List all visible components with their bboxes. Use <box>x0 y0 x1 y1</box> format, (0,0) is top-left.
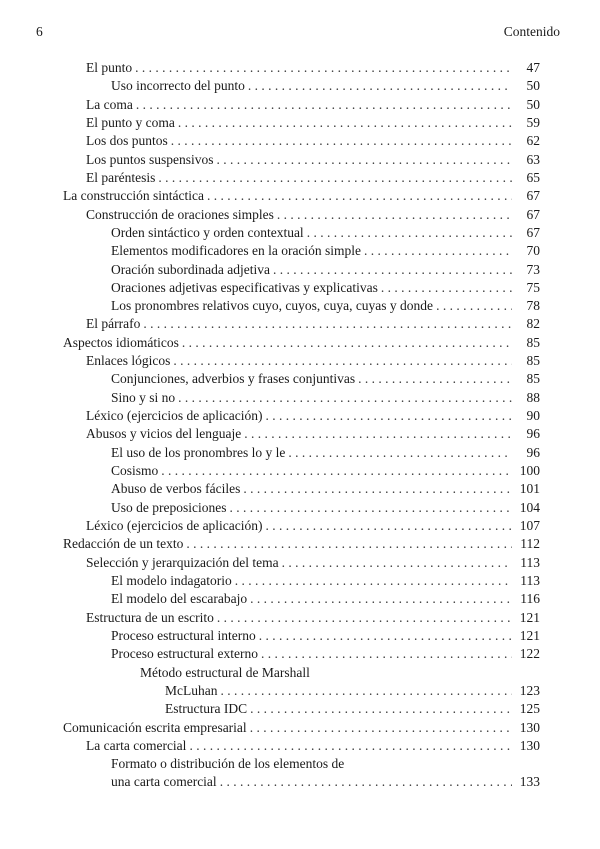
toc-entry <box>0 700 600 718</box>
dot-leader <box>285 444 512 462</box>
toc-entry-title: Oraciones adjetivas especificativas y explicativas <box>111 279 378 295</box>
dot-leader <box>247 700 512 718</box>
toc-entry-page: 130 <box>519 737 540 753</box>
toc-entry <box>0 132 600 150</box>
toc-entry-line <box>111 297 512 315</box>
toc-entry-title: Redacción de un texto <box>63 536 184 552</box>
toc-entry-title: una carta comercial <box>111 774 217 790</box>
toc-entry <box>0 96 600 114</box>
toc-entry-page: 59 <box>526 114 540 130</box>
dot-leader <box>214 609 512 627</box>
running-title: Contenido <box>503 24 560 39</box>
toc-entry-title: Orden sintáctico y orden contextual <box>111 224 304 240</box>
toc-entry-page: 122 <box>519 646 540 662</box>
toc-entry <box>0 462 600 480</box>
dot-leader <box>217 682 512 700</box>
toc-entry-line <box>86 151 512 169</box>
toc-entry-line <box>111 590 512 608</box>
dot-leader <box>258 645 512 663</box>
toc-entry-title: Cosismo <box>111 463 159 479</box>
page-number: 6 <box>36 24 43 39</box>
dot-leader <box>183 535 512 553</box>
toc-entry-title: Conjunciones, adverbios y frases conjuntivas <box>111 371 356 387</box>
toc-entry-line <box>111 261 512 279</box>
toc-entry-page: 62 <box>526 133 540 149</box>
dot-leader <box>247 590 512 608</box>
toc-entry-title: Léxico (ejercicios de aplicación) <box>86 408 263 424</box>
toc-entry-page: 104 <box>519 499 540 515</box>
toc-entry-title: McLuhan <box>165 682 218 698</box>
dot-leader <box>214 151 512 169</box>
toc-entry-page: 65 <box>526 169 540 185</box>
toc-entry-line <box>86 554 512 572</box>
toc-entry-line <box>165 682 512 700</box>
toc-entry <box>0 755 600 773</box>
toc-entry-page: 85 <box>526 353 540 369</box>
toc-entry <box>0 609 600 627</box>
dot-leader <box>247 719 512 737</box>
toc-entry-title: La construcción sintáctica <box>63 188 204 204</box>
toc-entry-title: Abuso de verbos fáciles <box>111 481 241 497</box>
toc-entry-line <box>111 462 512 480</box>
toc-entry-title: Uso incorrecto del punto <box>111 78 245 94</box>
toc-entry-line <box>111 499 512 517</box>
toc-entry-line <box>111 572 512 590</box>
toc-entry-page: 112 <box>520 536 540 552</box>
toc-entry-page: 121 <box>519 627 540 643</box>
dot-leader <box>245 77 512 95</box>
page-header <box>0 24 600 44</box>
dot-leader <box>175 389 512 407</box>
toc-entry-page: 70 <box>526 243 540 259</box>
toc-entry-page: 100 <box>519 463 540 479</box>
toc-entry <box>0 773 600 791</box>
toc-entry-page: 82 <box>526 316 540 332</box>
toc-entry-page: 125 <box>519 701 540 717</box>
dot-leader <box>263 517 512 535</box>
dot-leader <box>158 462 512 480</box>
toc-entry <box>0 499 600 517</box>
toc-entry-page: 130 <box>519 719 540 735</box>
toc-entry-title: El punto y coma <box>86 114 175 130</box>
toc-entry <box>0 517 600 535</box>
toc-entry-title: El paréntesis <box>86 169 156 185</box>
toc-entry-page: 47 <box>526 60 540 75</box>
toc-entry-page: 90 <box>526 408 540 424</box>
toc-entry-line <box>111 224 512 242</box>
toc-entry-line <box>86 407 512 425</box>
toc-entry-title: El modelo del escarabajo <box>111 591 248 607</box>
toc-entry <box>0 315 600 333</box>
dot-leader <box>175 114 512 132</box>
toc-entry-title: Formato o distribución de los elementos de <box>111 756 345 772</box>
toc-entry-page: 63 <box>526 151 540 167</box>
dot-leader <box>170 352 512 370</box>
toc-entry <box>0 627 600 645</box>
toc-entry-page: 133 <box>519 774 540 790</box>
dot-leader <box>270 261 512 279</box>
toc-entry-page: 50 <box>526 96 540 112</box>
toc-entry-title: El punto <box>86 60 133 75</box>
toc-entry-line <box>111 773 512 791</box>
toc-entry-page: 101 <box>519 481 540 497</box>
toc-entry <box>0 279 600 297</box>
toc-entry <box>0 425 600 443</box>
toc-entry-line <box>86 425 512 443</box>
toc-entry-page: 116 <box>520 591 540 607</box>
toc-entry-line <box>111 242 512 260</box>
toc-entry-title: Los pronombres relativos cuyo, cuyos, cuya, cuyas y donde <box>111 298 434 314</box>
toc-entry-title: Sino y si no <box>111 389 176 405</box>
toc-entry-line <box>111 389 512 407</box>
toc-entry-title: El uso de los pronombres lo y le <box>111 444 286 460</box>
toc-entry-line <box>86 169 512 187</box>
toc-entry <box>0 114 600 132</box>
toc-entry-line <box>140 664 512 682</box>
toc-entry <box>0 187 600 205</box>
toc-entry-page: 85 <box>526 334 540 350</box>
toc-entry <box>0 682 600 700</box>
toc-entry-page: 67 <box>526 188 540 204</box>
toc-entry-title: Léxico (ejercicios de aplicación) <box>86 518 263 533</box>
toc-entry-page: 73 <box>526 261 540 277</box>
toc-entry <box>0 151 600 169</box>
toc-entry <box>0 590 600 608</box>
toc-entry-title: Proceso estructural interno <box>111 627 256 643</box>
dot-leader <box>355 370 512 388</box>
toc-entry-title: Los dos puntos <box>86 133 168 149</box>
toc-entry <box>0 535 600 553</box>
toc-entry-line <box>111 627 512 645</box>
dot-leader <box>304 224 512 242</box>
toc-entry-line <box>63 334 512 352</box>
toc-entry-title: El párrafo <box>86 316 141 332</box>
dot-leader <box>256 627 512 645</box>
toc-entry-title: Oración subordinada adjetiva <box>111 261 270 277</box>
toc-entry-title: Los puntos suspensivos <box>86 151 214 167</box>
toc-entry-line <box>111 645 512 663</box>
toc-entry-page: 78 <box>526 298 540 314</box>
toc-entry-title: Aspectos idiomáticos <box>63 334 179 350</box>
toc-entry-line <box>111 370 512 388</box>
toc-entry-line <box>86 352 512 370</box>
toc-entry-title: La coma <box>86 96 133 112</box>
dot-leader <box>132 59 512 77</box>
dot-leader <box>217 773 512 791</box>
toc-entry-page: 50 <box>526 78 540 94</box>
toc-entry-line <box>86 132 512 150</box>
toc-entry-line <box>111 279 512 297</box>
toc-entry-title: Estructura IDC <box>165 701 248 717</box>
toc-entry-line <box>86 206 512 224</box>
toc-entry-line <box>111 444 512 462</box>
toc-entry-title: Elementos modificadores en la oración simple <box>111 243 362 259</box>
toc-entry <box>0 480 600 498</box>
toc-entry-page: 67 <box>526 224 540 240</box>
dot-leader <box>378 279 512 297</box>
toc-entry-line <box>165 700 512 718</box>
toc-entry-page: 123 <box>519 682 540 698</box>
toc-entry <box>0 261 600 279</box>
toc-entry <box>0 389 600 407</box>
toc-entry-page: 75 <box>526 279 540 295</box>
toc-entry <box>0 224 600 242</box>
toc-entry-title: El modelo indagatorio <box>111 572 232 588</box>
toc-entry-page: 96 <box>526 444 540 460</box>
toc-entry <box>0 719 600 737</box>
toc-entry <box>0 645 600 663</box>
toc-entry-title: Construcción de oraciones simples <box>86 206 274 222</box>
toc-entry-page: 121 <box>519 609 540 625</box>
toc-entry <box>0 664 600 682</box>
toc-entry-line <box>86 609 512 627</box>
toc-entry-title: Proceso estructural externo <box>111 646 258 662</box>
toc-entry-line <box>111 480 512 498</box>
toc-entry <box>0 297 600 315</box>
toc-entry <box>0 737 600 755</box>
toc-entry-line <box>111 77 512 95</box>
toc-entry-line <box>86 59 512 77</box>
toc-entry <box>0 77 600 95</box>
dot-leader <box>361 242 512 260</box>
toc-entry <box>0 169 600 187</box>
dot-leader <box>226 499 512 517</box>
toc-entry-page: 88 <box>526 389 540 405</box>
dot-leader <box>140 315 512 333</box>
toc-entry-page: 113 <box>520 572 540 588</box>
toc-entry-title: Selección y jerarquización del tema <box>86 554 279 570</box>
toc-entry <box>0 242 600 260</box>
dot-leader <box>179 334 512 352</box>
toc-entry-line <box>86 517 512 535</box>
dot-leader <box>240 480 512 498</box>
dot-leader <box>133 96 512 114</box>
toc-entry-page: 67 <box>526 206 540 222</box>
dot-leader <box>241 425 512 443</box>
dot-leader <box>204 187 512 205</box>
toc-entry <box>0 572 600 590</box>
toc-entry <box>0 59 600 77</box>
toc-entry <box>0 352 600 370</box>
dot-leader <box>433 297 512 315</box>
toc-entry <box>0 554 600 572</box>
toc-entry-line <box>86 96 512 114</box>
toc-entry-line <box>111 755 512 773</box>
toc-entry-title: La carta comercial <box>86 737 187 753</box>
toc-entry-line <box>63 719 512 737</box>
toc-entry <box>0 370 600 388</box>
toc-entry <box>0 206 600 224</box>
toc-entry <box>0 444 600 462</box>
toc-entry-line <box>86 114 512 132</box>
toc-entry-title: Enlaces lógicos <box>86 353 171 369</box>
toc-entry-page: 113 <box>520 554 540 570</box>
toc-entry-page: 96 <box>526 426 540 442</box>
dot-leader <box>274 206 512 224</box>
toc-entry-title: Abusos y vicios del lenguaje <box>86 426 242 442</box>
dot-leader <box>263 407 512 425</box>
dot-leader <box>186 737 512 755</box>
dot-leader <box>232 572 512 590</box>
dot-leader <box>155 169 512 187</box>
toc-entry-line <box>86 737 512 755</box>
toc-entry <box>0 407 600 425</box>
dot-leader <box>279 554 512 572</box>
toc-entry-title: Estructura de un escrito <box>86 609 214 625</box>
toc-entry-line <box>86 315 512 333</box>
toc-entry-line <box>63 535 512 553</box>
toc-entry-page: 107 <box>519 518 540 533</box>
toc-entry-title: Uso de preposiciones <box>111 499 227 515</box>
toc-entry-title: Comunicación escrita empresarial <box>63 719 247 735</box>
toc-entry-title: Método estructural de Marshall <box>140 664 310 680</box>
toc-entry <box>0 334 600 352</box>
toc-entry-line <box>63 187 512 205</box>
toc-entry-page: 85 <box>526 371 540 387</box>
dot-leader <box>168 132 512 150</box>
